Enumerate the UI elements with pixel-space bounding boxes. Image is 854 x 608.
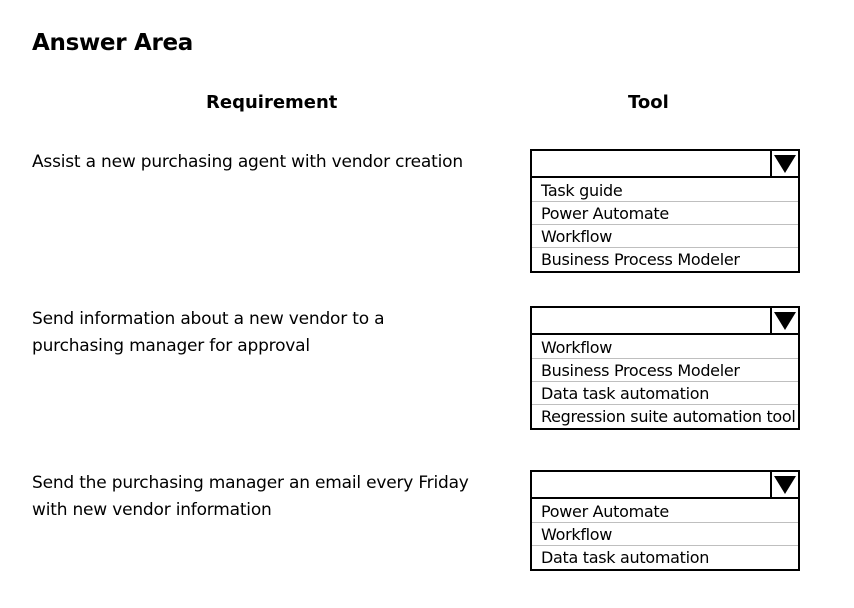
dropdown-toggle-button[interactable] <box>770 472 798 497</box>
option-power-automate[interactable]: Power Automate <box>532 500 798 523</box>
dropdown-selected-value[interactable] <box>532 472 798 499</box>
tool-dropdown-3[interactable] <box>530 470 800 571</box>
option-regression-suite-automation-tool[interactable]: Regression suite automation tool <box>541 407 796 426</box>
answer-area-title: Answer Area <box>32 30 194 56</box>
triangle-down-icon <box>774 476 796 494</box>
option-power-automate[interactable]: Power Automate <box>532 202 798 225</box>
dropdown-options-list <box>532 335 798 428</box>
triangle-down-icon <box>774 155 796 173</box>
option-workflow[interactable]: Workflow <box>532 523 798 546</box>
option-data-task-automation[interactable]: Data task automation <box>532 382 798 405</box>
option-workflow[interactable]: Workflow <box>532 336 798 359</box>
dropdown-selected-value[interactable] <box>532 308 798 335</box>
option-task-guide[interactable]: Task guide <box>532 179 798 202</box>
requirement-column-header: Requirement <box>206 92 338 113</box>
option-business-process-modeler[interactable]: Business Process Modeler <box>532 359 798 382</box>
dropdown-selected-value[interactable] <box>532 151 798 178</box>
tool-dropdown-1[interactable] <box>530 149 800 273</box>
option-workflow[interactable]: Workflow <box>532 225 798 248</box>
requirement-text-2: Send information about a new vendor to a purchasing manager for approval <box>32 309 385 356</box>
tool-column-header: Tool <box>628 92 669 113</box>
dropdown-toggle-button[interactable] <box>770 151 798 176</box>
triangle-down-icon <box>774 312 796 330</box>
dropdown-toggle-button[interactable] <box>770 308 798 333</box>
requirement-text-3: Send the purchasing manager an email every Friday with new vendor information <box>32 473 469 520</box>
tool-dropdown-2[interactable] <box>530 306 800 430</box>
option-data-task-automation[interactable]: Data task automation <box>541 548 710 567</box>
dropdown-options-list <box>532 178 798 271</box>
dropdown-options-list <box>532 499 798 569</box>
requirement-text-1: Assist a new purchasing agent with vendor creation <box>32 152 463 172</box>
option-business-process-modeler[interactable]: Business Process Modeler <box>541 250 740 269</box>
